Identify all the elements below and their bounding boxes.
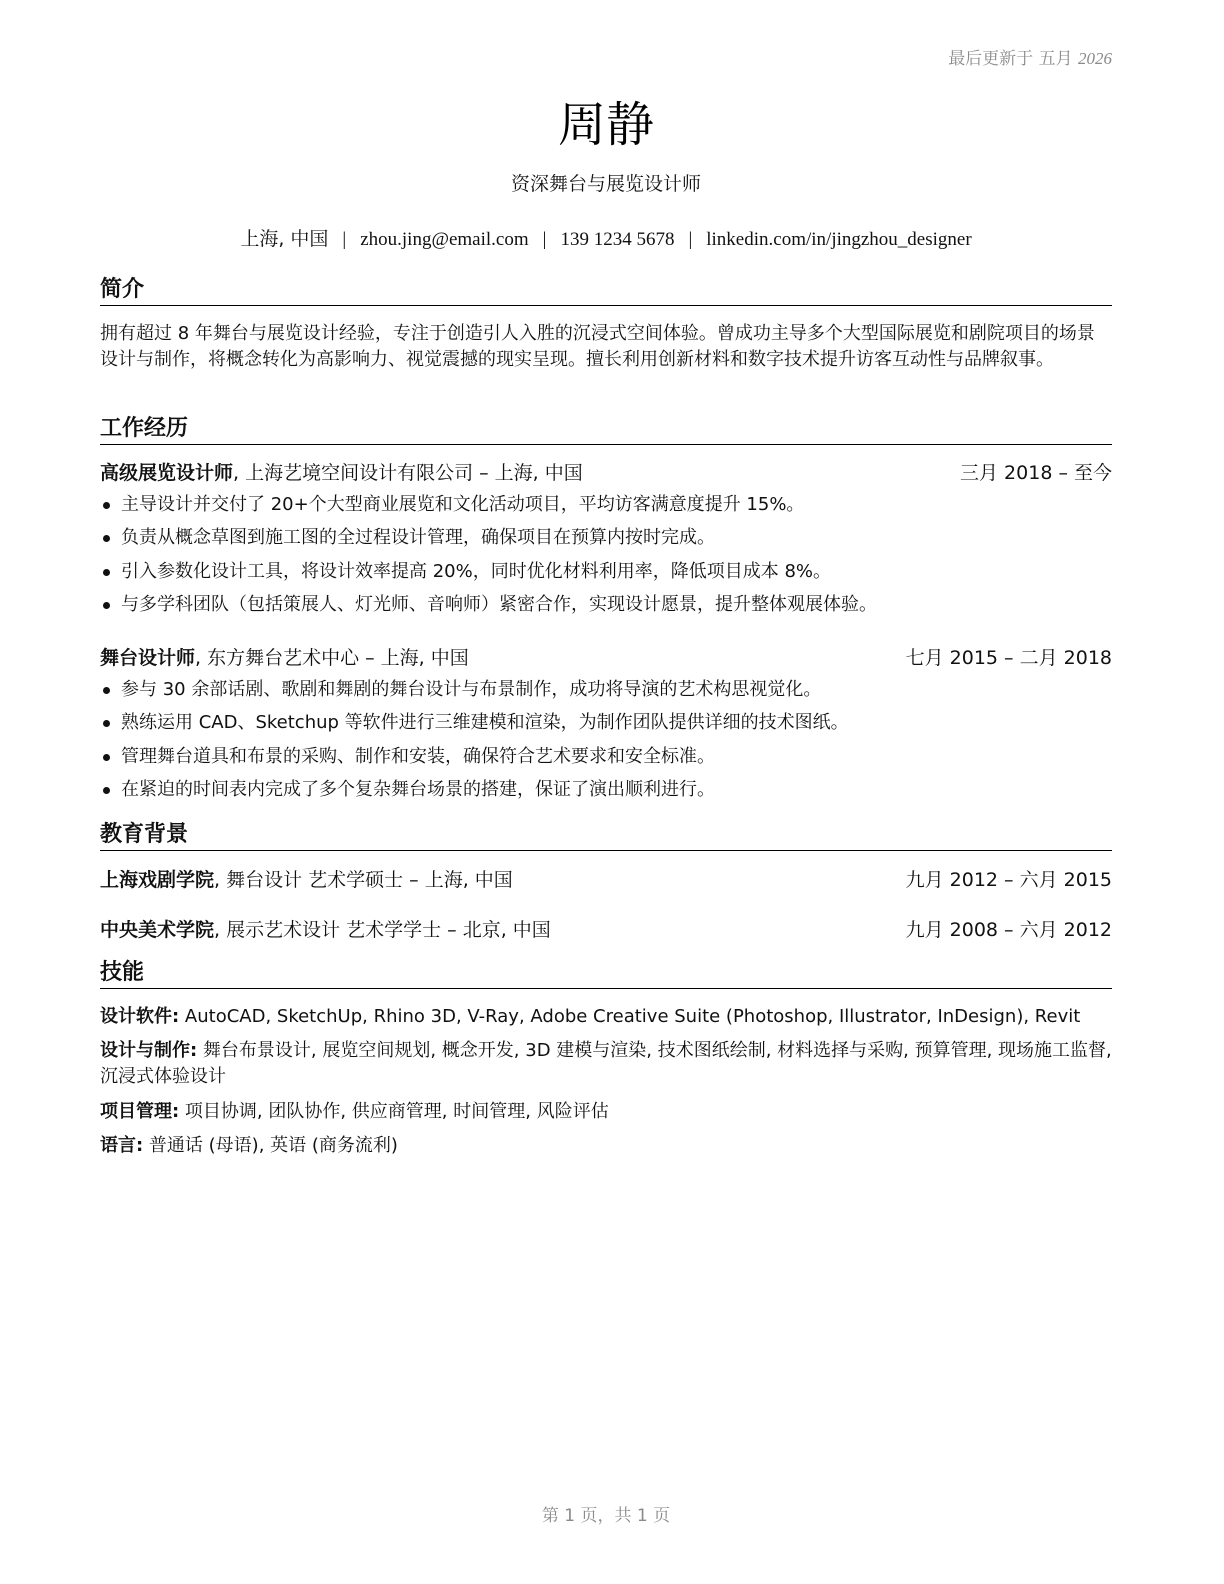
contact-linkedin-link[interactable]: linkedin.com/in/jingzhou_designer [706, 229, 972, 250]
skill-label: 语言: [100, 1135, 144, 1156]
job-dates: 三月 2018 – 至今 [960, 462, 1112, 484]
education-dates: 九月 2012 – 六月 2015 [905, 869, 1112, 891]
contact-line [100, 224, 1112, 251]
job-dates: 七月 2015 – 二月 2018 [905, 647, 1112, 669]
contact-location: 上海, 中国 [240, 228, 329, 250]
section-heading-summary: 简介 [100, 277, 1112, 306]
education-entry [100, 917, 1112, 943]
candidate-role: 资深舞台与展览设计师 [510, 173, 701, 195]
job-bullets [100, 677, 1112, 811]
degree-info: , 舞台设计 艺术学硕士 – 上海, 中国 [214, 869, 513, 891]
skill-value: 项目协调, 团队协作, 供应商管理, 时间管理, 风险评估 [179, 1101, 609, 1122]
job-company: , 上海艺境空间设计有限公司 – 上海, 中国 [233, 462, 583, 484]
job-company: , 东方舞台艺术中心 – 上海, 中国 [195, 647, 469, 669]
contact-separator: | [688, 229, 693, 250]
skill-value: AutoCAD, SketchUp, Rhino 3D, V-Ray, Adobe Creative Suite (Photoshop, Illustrator, InDesign), Revit [179, 1006, 1081, 1027]
section-heading-experience: 工作经历 [100, 416, 1112, 445]
skill-label: 项目管理: [100, 1101, 180, 1122]
page-number: 第 1 页，共 1 页 [541, 1506, 671, 1526]
contact-phone: 139 1234 5678 [560, 229, 675, 250]
list-item: 与多学科团队（包括策展人、灯光师、音响师）紧密合作，实现设计愿景，提升整体观展体验。 [100, 592, 1112, 625]
job-entry-header [100, 645, 1112, 671]
job-bullets [100, 492, 1112, 626]
skill-value: 普通话 (母语), 英语 (商务流利) [143, 1135, 398, 1156]
list-item: 管理舞台道具和布景的采购、制作和安装，确保符合艺术要求和安全标准。 [100, 744, 1112, 777]
contact-email-link[interactable]: zhou.jing@email.com [360, 229, 529, 250]
last-updated-year: 2026 [1078, 49, 1112, 68]
skill-row [100, 1004, 1112, 1030]
summary-text: 拥有超过 8 年舞台与展览设计经验，专注于创造引人入胜的沉浸式空间体验。曾成功主导多个大型国际展览和剧院项目的场景设计与制作，将概念转化为高影响力、视觉震撼的现实呈现。擅长利用创新材料和数字技术提升访客互动性与品牌叙事。 [100, 323, 1095, 370]
list-item: 熟练运用 CAD、Sketchup 等软件进行三维建模和渲染，为制作团队提供详细的技术图纸。 [100, 710, 1112, 743]
list-item: 在紧迫的时间表内完成了多个复杂舞台场景的搭建，保证了演出顺利进行。 [100, 777, 1112, 810]
last-updated-label: 最后更新于 五月 [948, 49, 1073, 69]
skill-row [100, 1038, 1112, 1090]
school-name: 上海戏剧学院 [100, 869, 215, 891]
skill-label: 设计与制作: [100, 1040, 198, 1061]
contact-separator: | [542, 229, 547, 250]
contact-separator: | [342, 229, 347, 250]
skill-row [100, 1133, 1112, 1159]
resume-page [100, 0, 1112, 1584]
job-entry-header [100, 460, 1112, 486]
list-item: 主导设计并交付了 20+个大型商业展览和文化活动项目，平均访客满意度提升 15%。 [100, 492, 1112, 525]
job-title: 舞台设计师 [100, 647, 196, 669]
skill-label: 设计软件: [100, 1006, 180, 1027]
skill-row [100, 1099, 1112, 1125]
list-item: 负责从概念草图到施工图的全过程设计管理，确保项目在预算内按时完成。 [100, 525, 1112, 558]
candidate-name: 周静 [557, 97, 654, 153]
school-name: 中央美术学院 [100, 919, 215, 941]
skill-value: 舞台布景设计, 展览空间规划, 概念开发, 3D 建模与渲染, 技术图纸绘制, 材料选择与采购, 预算管理, 现场施工监督, 沉浸式体验设计 [100, 1040, 1112, 1087]
education-entry [100, 867, 1112, 893]
degree-info: , 展示艺术设计 艺术学学士 – 北京, 中国 [214, 919, 551, 941]
last-updated [948, 44, 1112, 69]
job-title: 高级展览设计师 [100, 462, 234, 484]
list-item: 参与 30 余部话剧、歌剧和舞剧的舞台设计与布景制作，成功将导演的艺术构思视觉化。 [100, 677, 1112, 710]
list-item: 引入参数化设计工具，将设计效率提高 20%，同时优化材料利用率，降低项目成本 8%。 [100, 559, 1112, 592]
education-dates: 九月 2008 – 六月 2012 [905, 919, 1112, 941]
section-heading-education: 教育背景 [100, 822, 1112, 851]
section-heading-skills: 技能 [100, 960, 1112, 989]
